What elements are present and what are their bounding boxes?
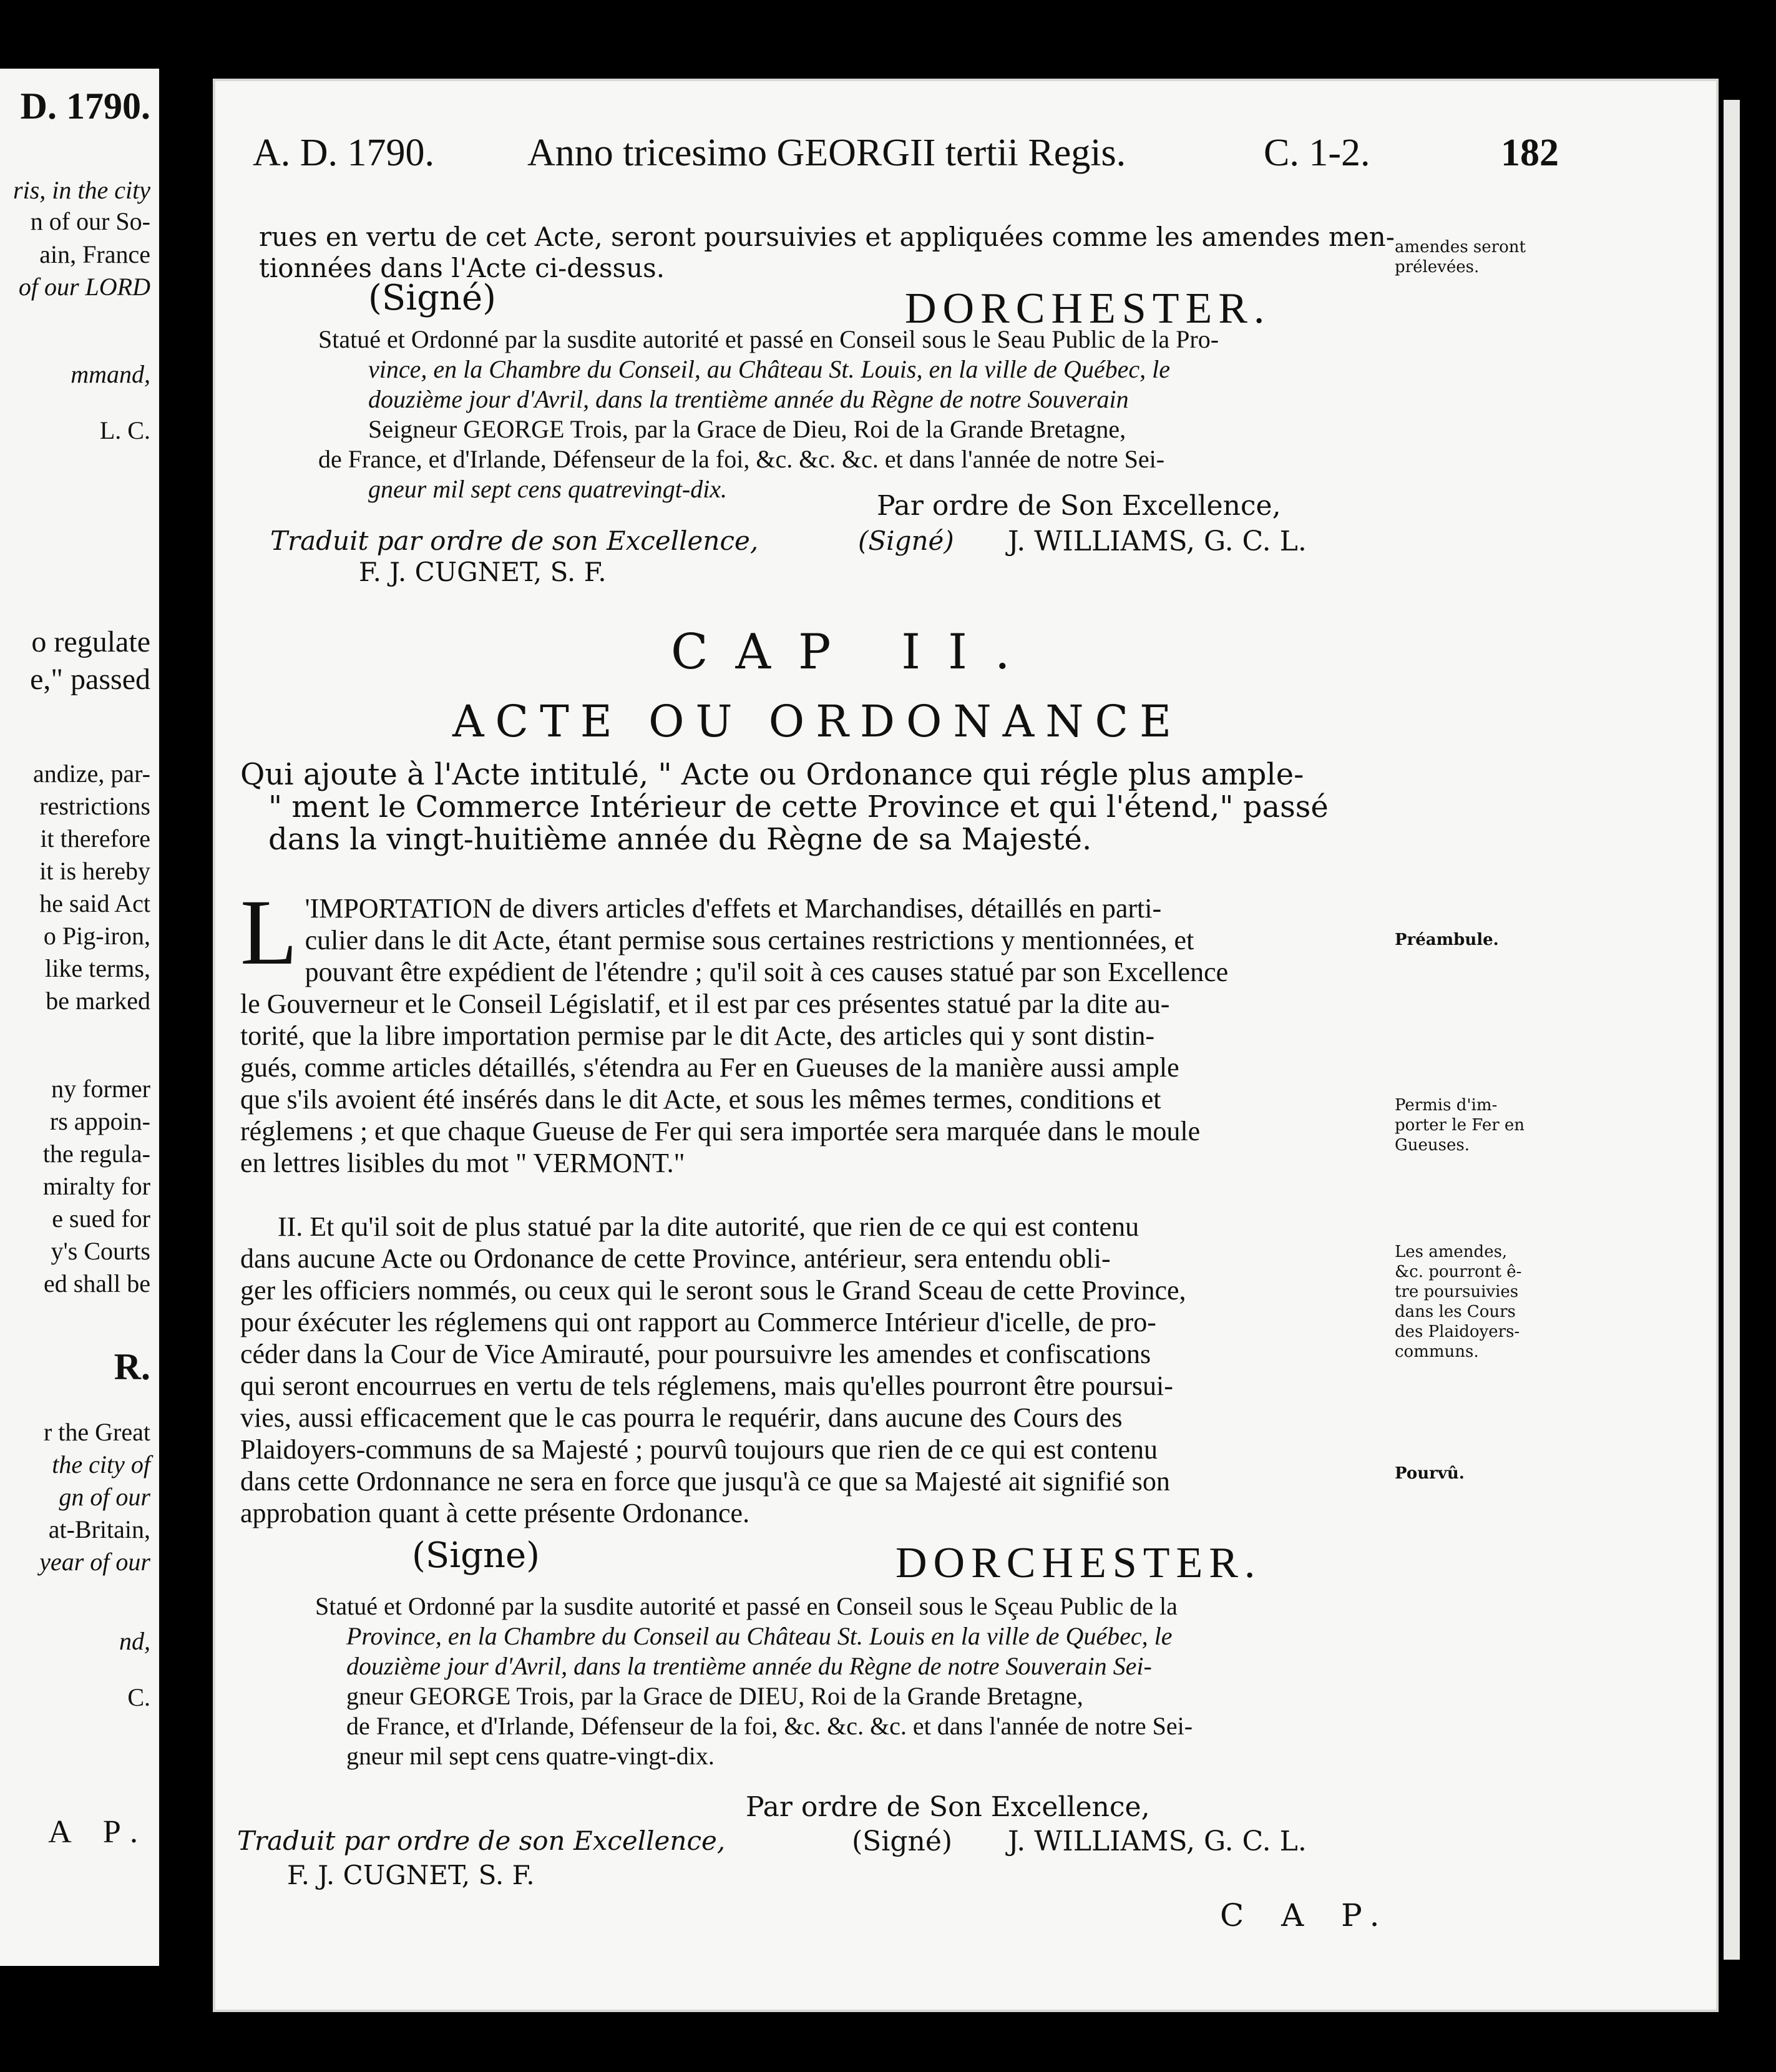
margin-note: Pourvû. xyxy=(1395,1464,1465,1483)
left-fragment: mmand, xyxy=(71,360,150,388)
left-fragment: ed shall be xyxy=(43,1269,150,1297)
left-fragment: e," passed xyxy=(30,663,150,696)
left-fragment: n of our So- xyxy=(30,207,150,235)
left-fragment: of our LORD xyxy=(18,273,150,301)
left-facing-page xyxy=(0,69,159,1966)
text-line: 'IMPORTATION de divers articles d'effets et Marchandises, détaillés en parti- xyxy=(305,893,1162,924)
left-fragment: year of our xyxy=(39,1548,150,1576)
preamble-paragraph xyxy=(240,881,1382,1179)
left-fragment: the regula- xyxy=(42,1140,150,1168)
text-line: Seigneur GEORGE Trois, par la Grace de Dieu, Roi de la Grande Bretagne, xyxy=(368,415,1126,443)
document-page xyxy=(215,81,1716,2010)
text-line: dans la vingt-huitième année du Règne de sa Majesté. xyxy=(268,822,1092,857)
text-line: en lettres lisibles du mot " VERMONT." xyxy=(240,1148,685,1178)
text-line: gneur GEORGE Trois, par la Grace de DIEU, Roi de la Grande Bretagne, xyxy=(346,1682,1083,1710)
text-line: réglemens ; et que chaque Gueuse de Fer qui sera importée sera marquée dans le moule xyxy=(240,1116,1201,1146)
text-line: dans aucune Acte ou Ordonance de cette Province, antérieur, sera entendu obli- xyxy=(240,1243,1111,1274)
left-fragment: be marked xyxy=(46,987,150,1015)
text-line: culier dans le dit Acte, étant permise sous certaines restrictions y mentionnées, et xyxy=(305,925,1194,955)
margin-note: amendes seront prélevées. xyxy=(1395,238,1526,276)
act-subtitle xyxy=(240,758,1329,856)
par-ordre-line: Par ordre de Son Excellence, xyxy=(746,1791,1150,1823)
signatory-name: DORCHESTER. xyxy=(905,285,1271,333)
cap-heading: CAP II. xyxy=(671,624,1038,680)
left-fragment: andize, par- xyxy=(33,760,150,788)
text-line: vies, aussi efficacement que le cas pourra le requérir, dans aucune des Cours des xyxy=(240,1402,1123,1433)
act-title: ACTE OU ORDONANCE xyxy=(452,696,1183,747)
text-line: céder dans la Cour de Vice Amirauté, pour poursuivre les amendes et confiscations xyxy=(240,1339,1151,1369)
signatory-name: DORCHESTER. xyxy=(895,1539,1262,1587)
left-fragment: ain, France xyxy=(39,240,150,268)
text-line: II. Et qu'il soit de plus statué par la dite autorité, que rien de ce qui est contenu xyxy=(278,1211,1139,1242)
text-line: vince, en la Chambre du Conseil, au Château St. Louis, en la ville de Québec, le xyxy=(368,355,1170,383)
text-line: qui seront encourrues en vertu de tels réglemens, mais qu'elles pourront être poursui- xyxy=(240,1371,1173,1401)
left-fragment: o regulate xyxy=(31,625,150,658)
text-line: tionnées dans l'Acte ci-dessus. xyxy=(259,253,665,283)
signe-label: (Signé) xyxy=(852,1825,953,1857)
left-fragment: nd, xyxy=(119,1627,150,1655)
par-ordre-line: Par ordre de Son Excellence, xyxy=(877,490,1281,522)
page-number: 182 xyxy=(1501,132,1559,174)
left-fragment: A P. xyxy=(48,1814,150,1850)
left-fragment: the city of xyxy=(52,1450,150,1478)
text-line: torité, que la libre importation permise par le dit Acte, des articles qui y sont distin- xyxy=(240,1020,1155,1051)
left-fragment: ris, in the city xyxy=(13,176,150,204)
signe-label: (Signé) xyxy=(368,278,497,318)
text-line: Province, en la Chambre du Conseil au Château St. Louis en la ville de Québec, le xyxy=(346,1622,1173,1650)
drop-cap: L xyxy=(240,881,298,984)
left-fragment: r the Great xyxy=(43,1418,150,1446)
left-fragment: L. C. xyxy=(99,416,150,444)
signe-label: (Signé) xyxy=(858,525,954,556)
left-fragment: C. xyxy=(127,1683,150,1711)
secretary-signature: J. WILLIAMS, G. C. L. xyxy=(1008,1825,1307,1857)
traduit-line: Traduit par ordre de son Excellence, xyxy=(237,1825,726,1856)
left-fragment: rs appoin- xyxy=(49,1107,150,1135)
left-fragment: o Pig-iron, xyxy=(43,922,150,950)
text-line: gués, comme articles détaillés, s'étendra au Fer en Gueuses de la manière aussi ample xyxy=(240,1052,1179,1083)
text-line: dans cette Ordonnance ne sera en force que jusqu'à ce que sa Majesté ait signifié son xyxy=(240,1466,1170,1497)
left-fragment: like terms, xyxy=(45,954,150,982)
header-title: Anno tricesimo GEORGII tertii Regis. xyxy=(527,132,1126,174)
section-2-paragraph xyxy=(240,1211,1382,1529)
left-fragment: R. xyxy=(114,1346,150,1387)
translator-signature: F. J. CUGNET, S. F. xyxy=(287,1860,535,1890)
text-line: Statué et Ordonné par la susdite autorité et passé en Conseil sous le Seau Public de la Pro- xyxy=(318,325,1219,353)
text-line: gneur mil sept cens quatrevingt-dix. xyxy=(368,475,728,503)
margin-note: Les amendes, &c. pourront ê- tre poursuivies dans les Cours des Plaidoyers- communs. xyxy=(1395,1243,1522,1361)
enactment-clause xyxy=(318,325,1382,504)
text-line: approbation quant à cette présente Ordonance. xyxy=(240,1498,750,1528)
left-fragment: it is hereby xyxy=(39,857,150,885)
left-fragment: y's Courts xyxy=(51,1237,150,1265)
text-line: Plaidoyers-communs de sa Majesté ; pourvû toujours que rien de ce qui est contenu xyxy=(240,1434,1158,1465)
text-line: douzième jour d'Avril, dans la trentième année du Règne de notre Souverain xyxy=(368,385,1129,413)
text-line: Statué et Ordonné par la susdite autorité et passé en Conseil sous le Sçeau Public de la xyxy=(315,1592,1178,1620)
text-line: ger les officiers nommés, ou ceux qui le seront sous le Grand Sceau de cette Province, xyxy=(240,1275,1186,1306)
text-line: rues en vertu de cet Acte, seront poursuivies et appliquées comme les amendes men- xyxy=(259,222,1395,252)
text-line: le Gouverneur et le Conseil Législatif, et il est par ces présentes statué par la dite au- xyxy=(240,989,1170,1019)
left-fragment: at-Britain, xyxy=(48,1515,150,1543)
left-fragment: it therefore xyxy=(40,824,150,853)
left-fragment: D. 1790. xyxy=(20,86,150,127)
text-line: " ment le Commerce Intérieur de cette Province et qui l'étend," passé xyxy=(268,789,1329,824)
header-year: A. D. 1790. xyxy=(253,132,435,174)
translator-signature: F. J. CUGNET, S. F. xyxy=(359,557,607,587)
text-line: de France, et d'Irlande, Défenseur de la foi, &c. &c. &c. et dans l'année de notre Sei- xyxy=(346,1712,1193,1740)
text-line: de France, et d'Irlande, Défenseur de la foi, &c. &c. &c. et dans l'année de notre Sei- xyxy=(318,445,1165,473)
text-line: Qui ajoute à l'Acte intitulé, " Acte ou Ordonance qui régle plus ample- xyxy=(240,757,1304,792)
signe-label: (Signe) xyxy=(412,1535,540,1576)
left-fragment: e sued for xyxy=(52,1205,150,1233)
left-fragment: gn of our xyxy=(59,1483,150,1511)
header-chapter: C. 1-2. xyxy=(1264,132,1370,174)
margin-note: Préambule. xyxy=(1395,931,1499,949)
text-line: pouvant être expédient de l'étendre ; qu'il soit à ces causes statué par son Excellence xyxy=(305,957,1229,987)
left-fragment: miralty for xyxy=(42,1172,150,1200)
left-fragment: restrictions xyxy=(39,792,150,820)
secretary-signature: J. WILLIAMS, G. C. L. xyxy=(1008,525,1307,557)
left-fragment: he said Act xyxy=(39,889,150,917)
page-edge xyxy=(1724,100,1740,1960)
left-fragment: ny former xyxy=(51,1075,150,1103)
margin-note: Permis d'im- porter le Fer en Gueuses. xyxy=(1395,1096,1525,1155)
text-line: gneur mil sept cens quatre-vingt-dix. xyxy=(346,1742,715,1770)
traduit-line: Traduit par ordre de son Excellence, xyxy=(270,525,759,556)
catchword: C A P. xyxy=(1220,1897,1393,1933)
text-line: pour éxécuter les réglemens qui ont rapport au Commerce Intérieur d'icelle, de pro- xyxy=(240,1307,1156,1337)
text-line: douzième jour d'Avril, dans la trentième année du Règne de notre Souverain Sei- xyxy=(346,1652,1152,1680)
text-line: que s'ils avoient été insérés dans le dit Acte, et sous les mêmes termes, conditions et xyxy=(240,1084,1161,1115)
enactment-clause xyxy=(315,1591,1385,1771)
